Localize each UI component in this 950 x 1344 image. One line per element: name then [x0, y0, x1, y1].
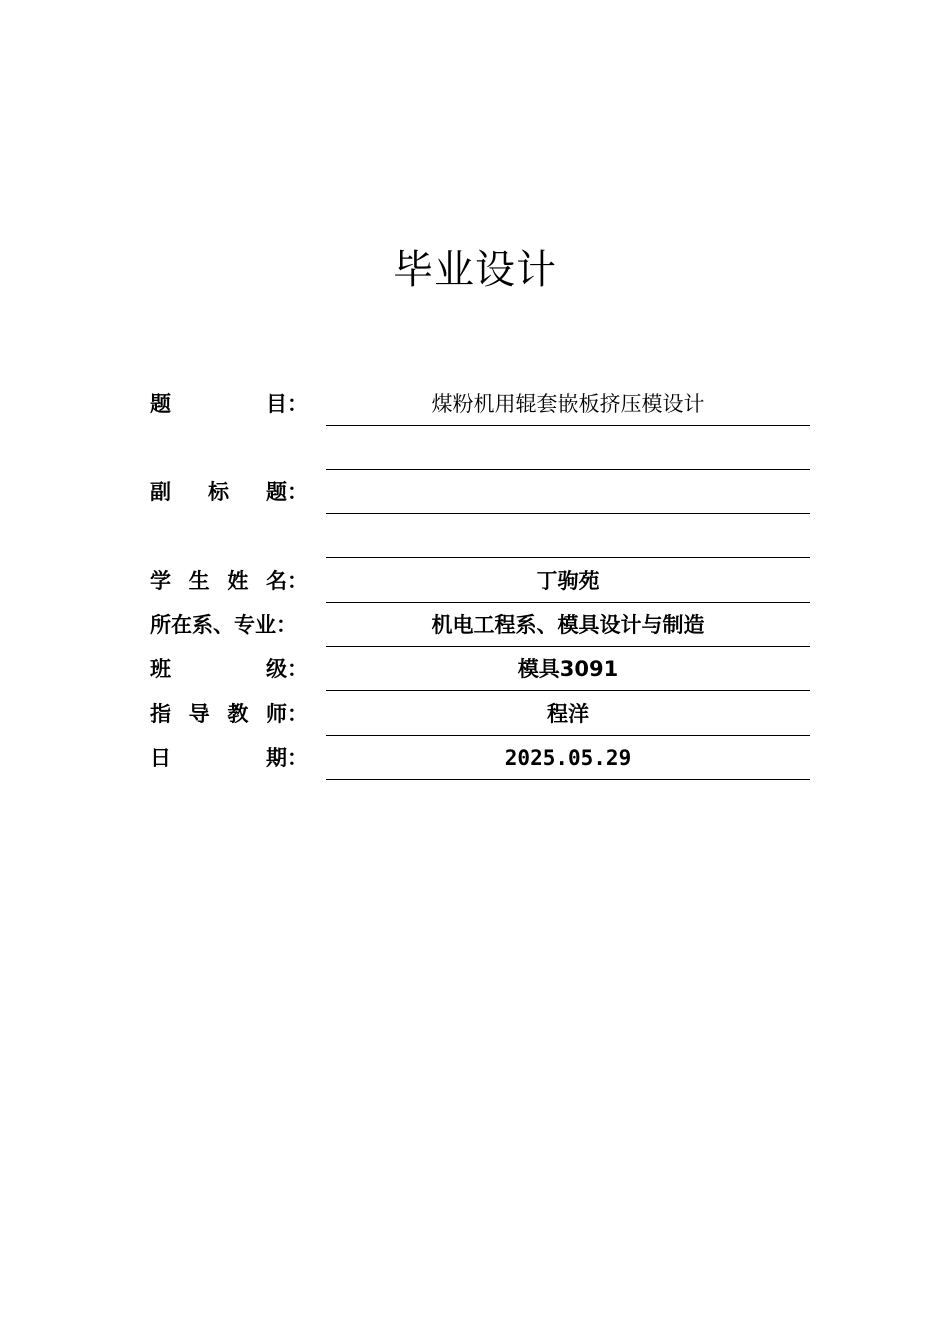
- field-advisor: [150, 692, 810, 736]
- label-char: 日: [150, 746, 171, 770]
- field-date-value: 2025.05.29: [504, 746, 632, 770]
- field-class-value-line: [326, 647, 810, 691]
- label-char: 生: [188, 569, 210, 593]
- label-char: 师：: [265, 702, 308, 726]
- field-subtitle-value-line: [326, 470, 810, 514]
- field-advisor-label: [150, 700, 308, 728]
- document-title: 毕业设计: [393, 247, 557, 293]
- label-char: 姓: [227, 569, 249, 593]
- label-char: 名：: [265, 569, 308, 593]
- field-student-name-label: [150, 567, 308, 595]
- label-char: 期：: [266, 746, 308, 770]
- blank-underline: [326, 557, 810, 558]
- field-date: [150, 736, 810, 780]
- field-topic-label: [150, 390, 308, 418]
- field-student-name: [150, 559, 810, 603]
- label-char: 级：: [266, 657, 308, 681]
- field-class-value: 模具3091: [517, 657, 619, 681]
- field-date-label: [150, 744, 308, 772]
- label-char: 副: [150, 480, 171, 504]
- field-topic-value: 煤粉机用辊套嵌板挤压模设计: [431, 392, 705, 416]
- field-subtitle: [150, 470, 810, 514]
- field-advisor-value-line: [326, 692, 810, 736]
- field-advisor-value: 程洋: [547, 702, 589, 726]
- field-topic-value-line: [326, 382, 810, 426]
- field-class: [150, 647, 810, 691]
- label-char: 班: [150, 657, 171, 681]
- label-char: 标: [208, 480, 229, 504]
- field-department-major-value-line: [326, 603, 810, 647]
- label-char: 题: [150, 392, 171, 416]
- field-class-label: [150, 655, 308, 683]
- field-topic: [150, 382, 810, 426]
- field-subtitle-label: [150, 478, 308, 506]
- field-department-major: [150, 603, 810, 647]
- field-student-name-value-line: [326, 559, 810, 603]
- label-char: 目：: [266, 392, 308, 416]
- field-student-name-value: 丁驹苑: [536, 569, 600, 593]
- label-char: 学: [150, 569, 171, 593]
- field-department-major-label: [150, 611, 308, 639]
- label-char: 指: [150, 702, 171, 726]
- label-char: 导: [188, 702, 210, 726]
- label-char: 所在系、专业：: [150, 613, 297, 637]
- label-char: 教: [227, 702, 249, 726]
- field-date-value-line: [326, 736, 810, 780]
- field-department-major-value: 机电工程系、模具设计与制造: [431, 613, 705, 637]
- label-char: 题：: [266, 480, 308, 504]
